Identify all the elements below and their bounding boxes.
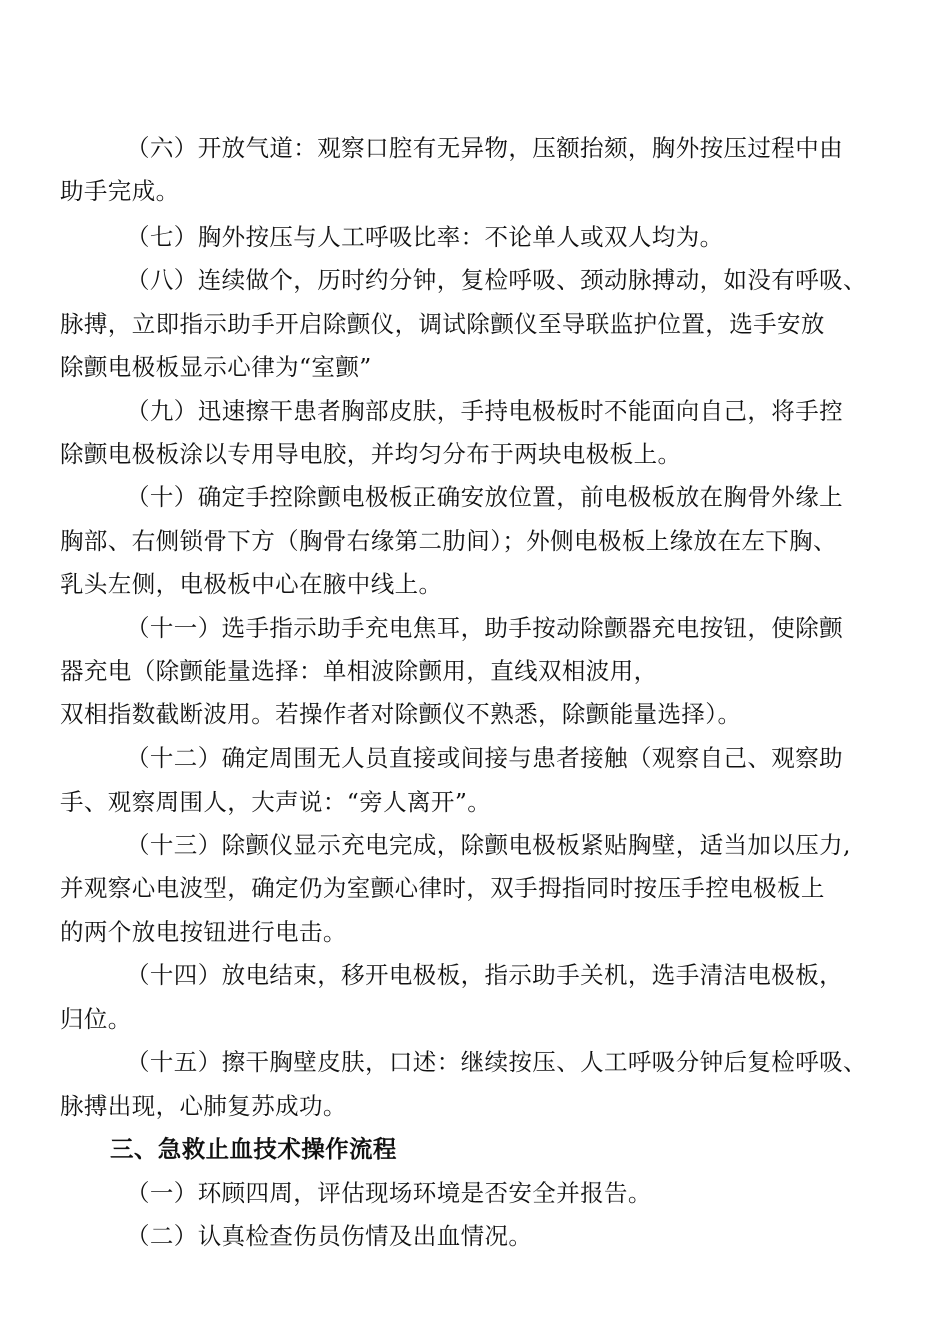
paragraph-11-line-3: 双相指数截断波用。若操作者对除颤仪不熟悉，除颤能量选择）。 bbox=[60, 700, 742, 728]
paragraph-15-line-1: （十五）擦干胸壁皮肤，口述：继续按压、人工呼吸分钟后复检呼吸、 bbox=[126, 1048, 867, 1076]
paragraph-14-line-1: （十四）放电结束，移开电极板，指示助手关机，选手清洁电极板， bbox=[126, 961, 843, 989]
paragraph-11-line-2: 器充电（除颤能量选择：单相波除颤用，直线双相波用， bbox=[60, 657, 658, 685]
paragraph-8-line-3: 除颤电极板显示心律为“室颤” bbox=[60, 353, 372, 381]
paragraph-7-line-1: （七）胸外按压与人工呼吸比率：不论单人或双人均为。 bbox=[126, 223, 724, 251]
paragraph-6-line-2: 助手完成。 bbox=[60, 177, 180, 205]
paragraph-13-line-2: 并观察心电波型，确定仍为室颤心律时，双手拇指同时按压手控电极板上 bbox=[60, 874, 825, 902]
section-heading: 三、急救止血技术操作流程 bbox=[110, 1135, 397, 1163]
paragraph-8-line-1: （八）连续做个，历时约分钟，复检呼吸、颈动脉搏动，如没有呼吸、 bbox=[126, 266, 867, 294]
paragraph-12-line-1: （十二）确定周围无人员直接或间接与患者接触（观察自己、观察助 bbox=[126, 744, 843, 772]
paragraph-13-line-3: 的两个放电按钮进行电击。 bbox=[60, 918, 347, 946]
paragraph-6-line-1: （六）开放气道：观察口腔有无异物，压额抬颏，胸外按压过程中由 bbox=[126, 134, 843, 162]
step-2-line: （二）认真检查伤员伤情及出血情况。 bbox=[126, 1222, 533, 1250]
paragraph-9-line-2: 除颤电极板涂以专用导电胶，并均匀分布于两块电极板上。 bbox=[60, 440, 682, 468]
paragraph-10-line-3: 乳头左侧，电极板中心在腋中线上。 bbox=[60, 570, 443, 598]
paragraph-8-line-2: 脉搏，立即指示助手开启除颤仪，调试除颤仪至导联监护位置，选手安放 bbox=[60, 310, 825, 338]
paragraph-14-line-2: 归位。 bbox=[60, 1005, 132, 1033]
paragraph-9-line-1: （九）迅速擦干患者胸部皮肤，手持电极板时不能面向自己，将手控 bbox=[126, 397, 843, 425]
step-1-line: （一）环顾四周，评估现场环境是否安全并报告。 bbox=[126, 1179, 652, 1207]
paragraph-13-line-1: （十三）除颤仪显示充电完成，除颤电极板紧贴胸壁，适当加以压力, bbox=[126, 831, 851, 859]
paragraph-10-line-2: 胸部、右侧锁骨下方（胸骨右缘第二肋间）；外侧电极板上缘放在左下胸、 bbox=[60, 527, 837, 555]
paragraph-10-line-1: （十）确定手控除颤电极板正确安放位置，前电极板放在胸骨外缘上 bbox=[126, 483, 843, 511]
paragraph-11-line-1: （十一）选手指示助手充电焦耳，助手按动除颤器充电按钮，使除颤 bbox=[126, 614, 843, 642]
paragraph-12-line-2: 手、观察周围人，大声说：“旁人离开”。 bbox=[60, 788, 492, 816]
paragraph-15-line-2: 脉搏出现，心肺复苏成功。 bbox=[60, 1092, 347, 1120]
